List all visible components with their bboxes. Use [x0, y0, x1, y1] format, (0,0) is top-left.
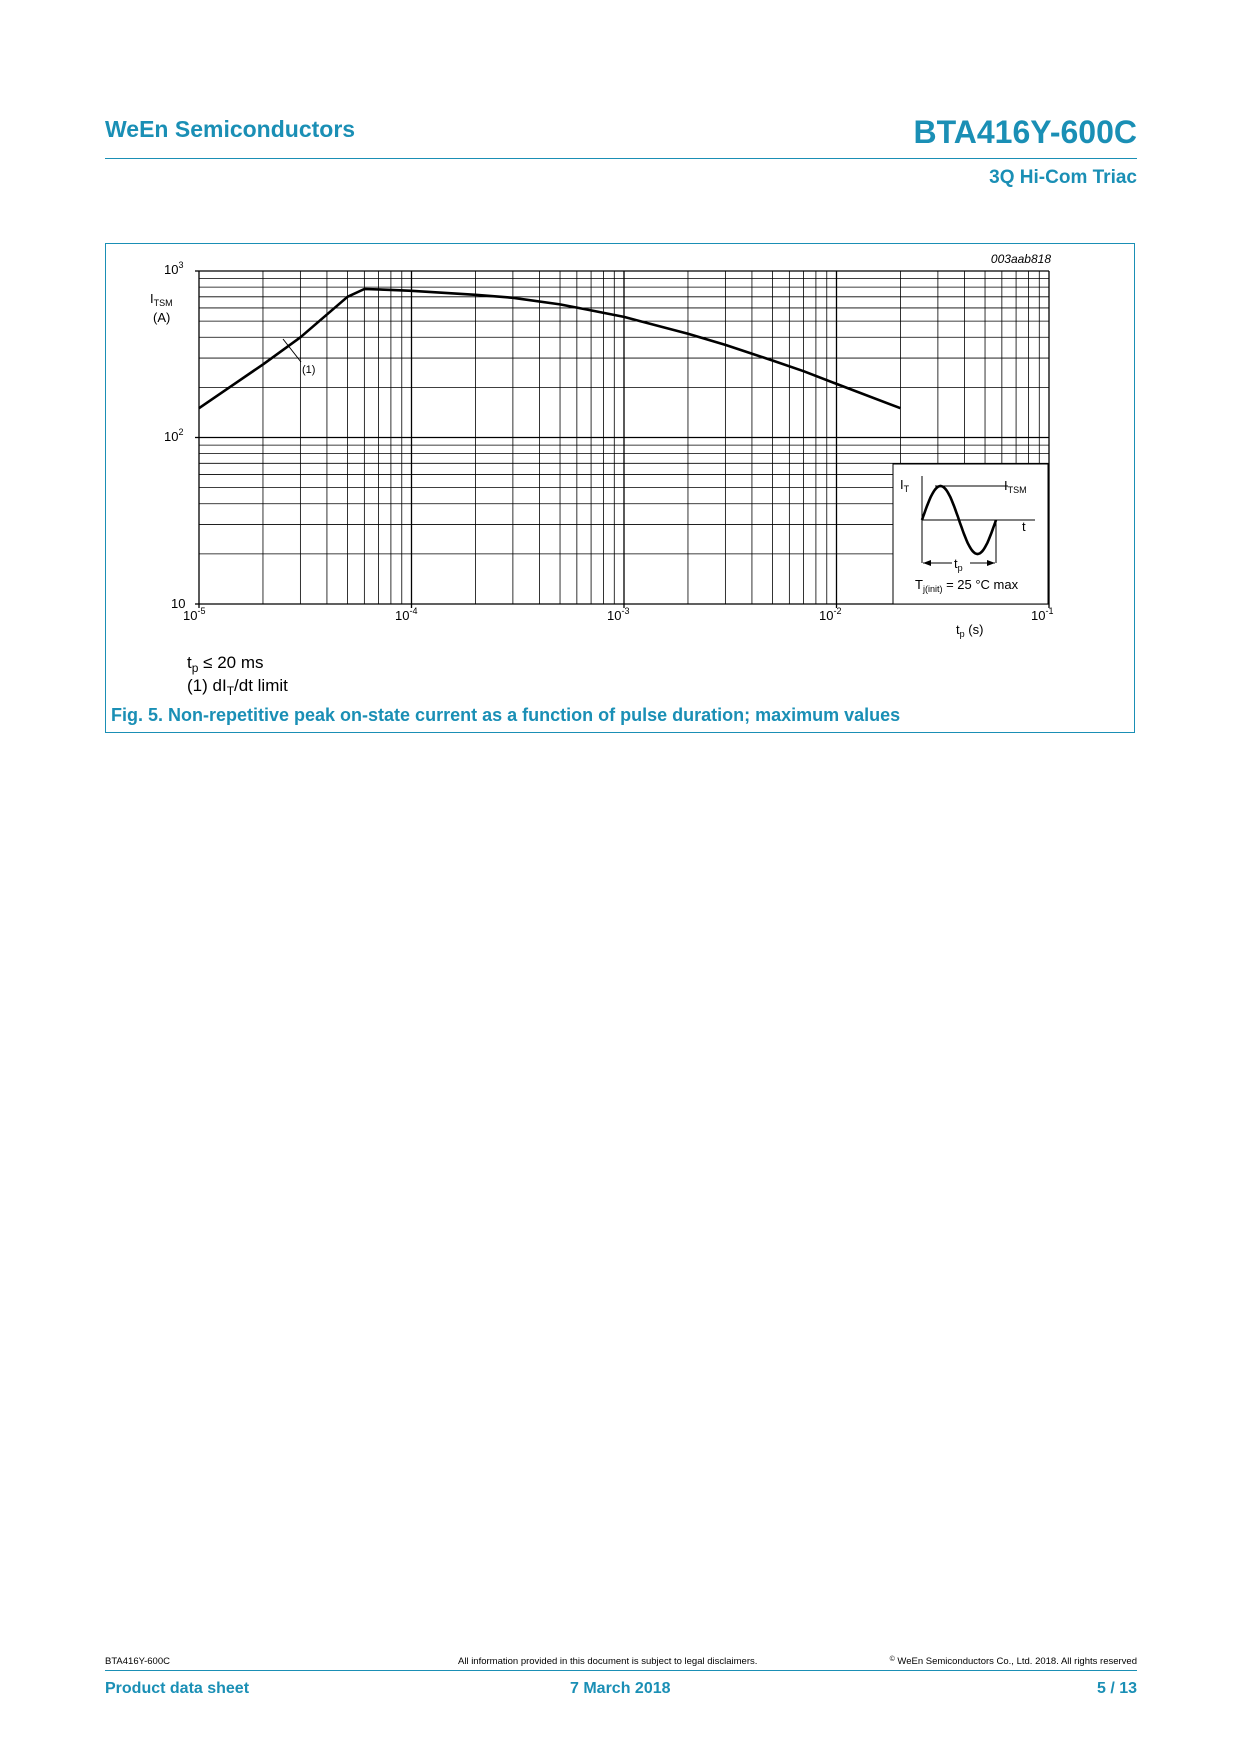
- inset-itsm-label: $I_{TSM}$: [1004, 478, 1027, 495]
- note-pulse-duration: $t_p \le 20$ ms: [187, 653, 264, 675]
- company-name: WeEn Semiconductors: [105, 116, 356, 142]
- inset-tj-label: $T_{j(init)} = 25$ °C max: [915, 577, 1019, 594]
- x-tick-label: $10^{-2}$: [819, 606, 842, 623]
- x-tick-label: $10^{-4}$: [395, 606, 418, 623]
- y-tick-label: $10^3$: [164, 260, 184, 277]
- x-tick-label: $10^{-3}$: [607, 606, 630, 623]
- y-axis-unit: (A): [153, 310, 171, 325]
- footer-copyright-symbol: ©: [889, 1656, 895, 1663]
- figure-code: 003aab818: [990, 252, 1051, 266]
- y-tick-label: 10: [171, 596, 186, 611]
- footer-doc-id: BTA416Y-600C: [105, 1656, 170, 1667]
- part-number: BTA416Y-600C: [913, 114, 1137, 150]
- inset-tp-label: $t_p$: [954, 556, 963, 573]
- y-axis-label: $I_{TSM}$: [150, 291, 173, 308]
- note-didt-limit: (1) $dI_T/dt$ limit: [187, 676, 288, 698]
- inset-t-label: t: [1022, 519, 1026, 534]
- footer-rule: [105, 1670, 1137, 1671]
- y-tick-label: $10^2$: [164, 427, 184, 444]
- x-tick-label: $10^{-1}$: [1031, 606, 1054, 623]
- footer-disclaimer: All information provided in this document is subject to legal disclaimers.: [458, 1656, 758, 1667]
- product-subtitle: 3Q Hi-Com Triac: [989, 167, 1137, 188]
- footer-date: 7 March 2018: [570, 1680, 671, 1697]
- inset-it-label: $I_T$: [900, 477, 910, 494]
- footer-page-number: 5 / 13: [1096, 1680, 1137, 1697]
- figure-chart: [0, 0, 1240, 760]
- itsm-curve: [199, 289, 901, 408]
- annotation-label: (1): [302, 364, 316, 376]
- x-axis-label: $t_p$ (s): [956, 622, 984, 639]
- footer-copyright: WeEn Semiconductors Co., Ltd. 2018. All rights reserved: [894, 1656, 1137, 1667]
- figure-caption: Fig. 5. Non-repetitive peak on-state current as a function of pulse duration; maximum values: [111, 705, 901, 725]
- inset-waveform: [893, 464, 1048, 604]
- x-tick-label: $10^{-5}$: [183, 606, 206, 623]
- footer-doc-type: Product data sheet: [105, 1680, 250, 1697]
